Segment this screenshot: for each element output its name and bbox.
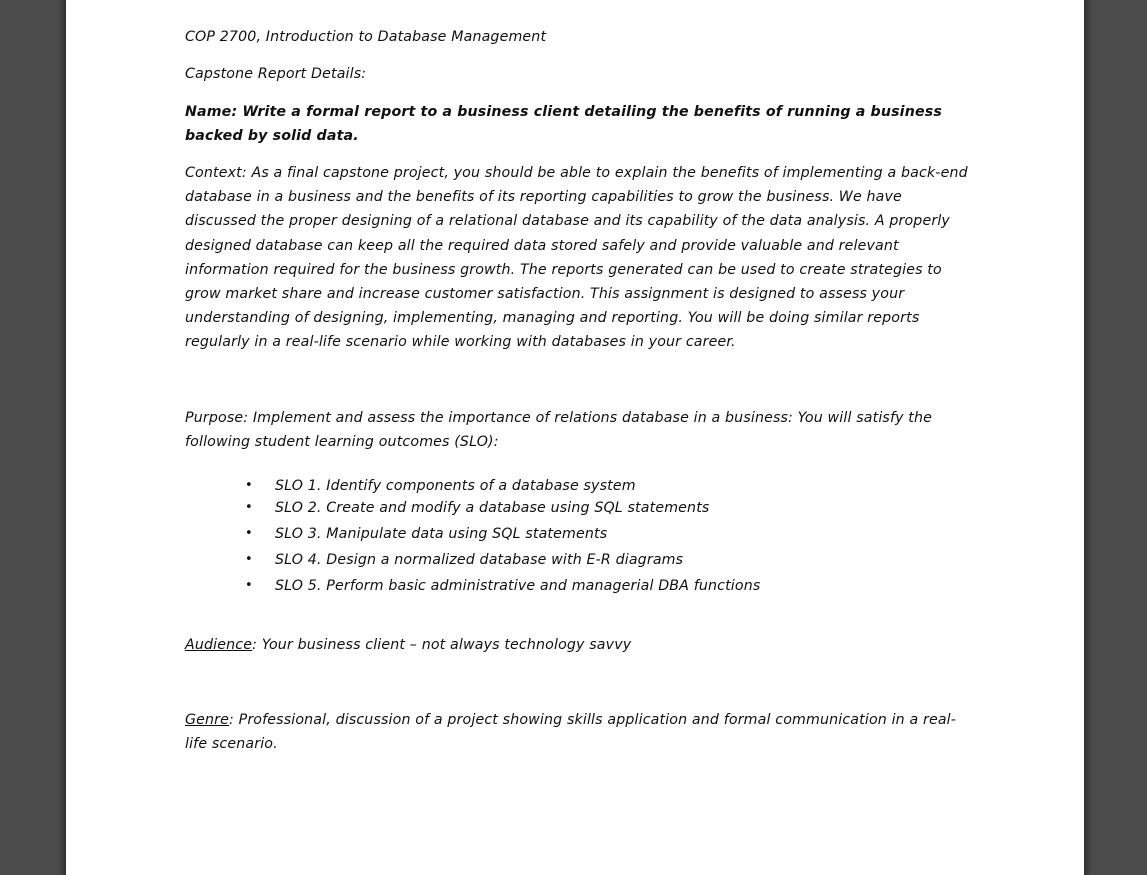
course-title: COP 2700, Introduction to Database Management [185,29,547,45]
audience-text: : Your business client – not always technology savvy [252,637,632,653]
genre-text: : Professional, discussion of a project showing skills application and formal communication in a real-life scenario. [185,712,957,753]
list-item [185,474,885,496]
slo-text: SLO 4. Design a normalized database with E-R diagrams [275,552,684,568]
name-paragraph: Name: Write a formal report to a business client detailing the benefits of running a business backed by solid data. [185,104,942,145]
bullet-icon: • [245,578,253,593]
list-item [185,548,885,570]
slo-text: SLO 1. Identify components of a database system [275,478,636,494]
purpose-paragraph: Purpose: Implement and assess the importance of relations database in a business: You will satisfy the following student learning outcomes (SLO): [185,410,933,451]
audience-label: Audience [185,637,253,653]
bullet-icon: • [245,552,253,567]
page-shadow-left [58,0,66,875]
genre-label: Genre [185,712,230,728]
slo-text: SLO 2. Create and modify a database using SQL statements [275,500,710,516]
slo-text: SLO 5. Perform basic administrative and managerial DBA functions [275,578,761,594]
list-item [185,496,885,518]
bullet-icon: • [245,526,253,541]
bullet-icon: • [245,500,253,515]
audience-line [185,633,975,657]
report-subheading: Capstone Report Details: [185,66,367,82]
bullet-icon: • [245,478,253,493]
context-paragraph: Context: As a final capstone project, you should be able to explain the benefits of implementing a back-end database in a business and the benefits of its reporting capabilities to grow the business. We have discussed the proper designing of a relational database and its capability of the data analysis. A properly designed database can keep all the required data stored safely and provide valuable and relevant information required for the business growth. The reports generated can be used to create strategies to grow market share and increase customer satisfaction. This assignment is designed to assess your understanding of designing, implementing, managing and reporting. You will be doing similar reports regularly in a real-life scenario while working with databases in your career. [185,165,968,351]
slo-text: SLO 3. Manipulate data using SQL statements [275,526,608,542]
document-page[interactable] [66,0,1084,875]
genre-line [185,708,975,756]
page-shadow-right [1084,0,1092,875]
list-item [185,522,885,544]
list-item [185,574,885,596]
